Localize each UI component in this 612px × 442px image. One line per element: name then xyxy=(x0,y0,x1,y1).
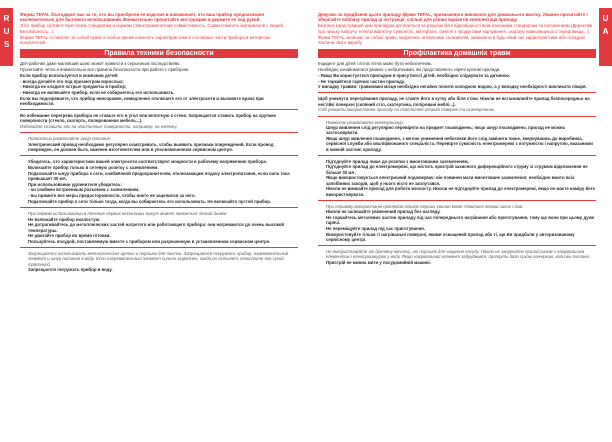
divider xyxy=(20,155,298,156)
text-line: При первом использовании в течение первых нескольких минут может появиться легкий дымок. xyxy=(28,210,228,216)
text-line: Повністю розмотайте електрошнур. xyxy=(326,119,404,125)
text-line: Під'єднуйте прилад лише до розетки з вмонтованим заземленням. xyxy=(326,158,469,164)
intro-paragraph: Фірма TEFAL залишає за собою право, керуючись інтересами споживачів, змінювати в будь-який час характеристики або складові частини свого виробу. xyxy=(318,34,585,46)
text-line: Щоб уникнути перегрівання приладу, не ставте його в кутку або біля стіни. Ніколи не встановлюйте прилад безпосередньо на нестійкі поверхні (скляний стіл, скатертина, поліровані меблі...). xyxy=(318,96,590,107)
intro-lead: Дякуємо за придбання цього приладу фірми TEFAL, призначеного виключно для домашнього вжитку. Уважно прочитайте і зберігайте поблизу прилад ці інструкції, спільні для різних варіантів комплектації приладу. xyxy=(318,12,588,23)
divider xyxy=(318,116,596,117)
text-line: Запрещается погружать прибор в воду. xyxy=(28,267,113,273)
text-line: Ніколи не залишайте увімкнений прилад без нагляду. xyxy=(326,209,441,215)
text-line: Избегайте ставить его на эластичные поверхности, например, на клеенку. xyxy=(20,123,178,129)
text-line: У випадку травми: травмовані місця необхідно негайно полити холодною водою, а у випадку необхідності викликати лікаря. xyxy=(318,84,587,90)
text-line: Если вы подозреваете, что прибор неисправен, немедленно отключите его от электросети и вызовите врача при необходимости. xyxy=(20,95,264,106)
section-heading-prevention: Профілактика домашніх травм xyxy=(318,49,596,58)
text-line: Інцидент для дітей і літніх літніх може бути небезпечним. xyxy=(318,61,433,67)
intro-ru xyxy=(20,12,298,45)
safety-general xyxy=(20,61,298,106)
text-line: Во избежание перегрева прибора не ставьте его в угол или вплотную к стене. Запрещается ставить прибор на хрупкие поверхности (стекло, скатерть, полированная мебель...). xyxy=(20,113,276,124)
text-line: - всегда делайте это под присмотром взрослых; xyxy=(20,78,124,84)
text-line: - Не торкайтеся гарячих частин приладу. xyxy=(318,78,406,84)
text-line: - Якщо Ви користуєтеся приладом в присутності дітей, необхідно слідкувати за дитиною. xyxy=(318,72,511,78)
text-line: Слід уникати використання приладу на пластичній опорній поверхні та скатертинах. xyxy=(318,107,496,113)
text-line: Ніколи не вмикайте прилад для роботи вхолосту. Ніколи не під'єднуйте прилад до електромережі, якщо не маєте наміру його використовувати. xyxy=(326,186,596,197)
text-line: Якщо шнур живлення пошкоджено, з метою уникнення небезпеки його слід замінити лише, звернувшись до виробника, сервісної служби або кваліфікованого спеціаліста. Перевірте сумісність електромережі з потужністю і напругою, вказаними в нижній частині приладу. xyxy=(326,136,593,152)
text-line: Не використовуйте ані дротяну мочалку, ані порошок для чищення посуду. Ніколи не занурюйте прилад разом з нагрівальним елементом і електрошнуром у воду. Якщо нагрівальний елемент забруднився, протріть його сухою ганчіркою, коли він охолоне. xyxy=(326,249,591,260)
text-line: При использовании удлинителя убедитесь: xyxy=(28,181,123,187)
use-section xyxy=(318,204,596,242)
electric-section xyxy=(20,159,298,204)
divider xyxy=(318,92,596,93)
divider xyxy=(318,245,596,246)
intro-ua xyxy=(318,12,596,45)
text-line: Подключайте шнур прибора к сети, снабжённой предохранителем, отключающим подачу электропитания, если сила тока превышает 30 мА. xyxy=(28,170,290,181)
tab-letter: A xyxy=(602,27,609,36)
text-line: Включайте прибор только в сетевую розетку с заземлением. xyxy=(28,164,159,170)
text-line: Не торкайтесь металевих частин приладу під час попереднього нагрівання або приготування, тому що вони при цьому дуже гарячі. xyxy=(326,215,595,226)
divider xyxy=(318,155,596,156)
placement-section xyxy=(20,113,298,129)
intro-lead: Фирма TEFAL благодарит вас за то, что вы приобрели ее изделие и напоминает, что ваш прибор предназначен исключительно для бытового использования. Внимательно прочитайте инструкцию и держите ее под рукой. xyxy=(20,12,265,23)
divider xyxy=(20,109,298,110)
language-tab-ru xyxy=(0,8,13,66)
section-heading-safety: Правила техники безопасности xyxy=(20,49,298,58)
divider xyxy=(20,247,298,248)
tab-letter: S xyxy=(3,40,10,49)
text-line: - вы примите все меры предосторожности, чтобы никто не зацепился за него. xyxy=(28,193,196,198)
text-line: Не переміщуйте прилад під час приготування. xyxy=(326,226,426,232)
cleaning-section xyxy=(318,249,596,265)
text-line: Шнур живлення слід регулярно перевіряти на предмет пошкоджень; якщо шнур пошкоджено, прилад не можна застосовувати. xyxy=(326,125,565,136)
text-line: - Никогда не включайте прибор, если не собираетесь его использовать. xyxy=(20,89,175,95)
divider xyxy=(318,200,596,201)
tab-letter: U xyxy=(3,27,10,36)
text-line: Використовуйте тільки ті нагрівальні поверхні, якими оснащений прилад або ті, що Ви придбали у авторизованому сервісному центрі. xyxy=(326,231,575,242)
text-line: Не дотрагивайтесь до металлических частей нагретого или работающего прибора: они нагреваются до очень высокой температуры. xyxy=(28,222,285,233)
text-line: Для рабочих даже малейший шанс может привести к серьезным последствиям. xyxy=(20,61,181,67)
electric-section xyxy=(318,159,596,197)
text-line: - он снабжен встроенным разъемом с заземлением; xyxy=(28,187,140,193)
language-tab-ua xyxy=(599,8,612,66)
column-ru xyxy=(20,12,298,273)
text-line: - Никогда не кладите острые предметы в прибор; xyxy=(20,84,127,90)
cleaning-section xyxy=(20,251,298,272)
placement-section xyxy=(318,96,596,112)
text-line: Необхідно ознайомитися уважно з небезпеками, які представляють гарячі кухонні прилади. xyxy=(318,67,501,73)
divider xyxy=(20,132,298,133)
text-line: Пользуйтесь посудой, поставляемую вместе с прибором или разрешенную в установленном сервисном центре. xyxy=(28,238,271,244)
text-line: Полностью размотайте шнур питания. xyxy=(28,136,112,142)
cord-section xyxy=(20,136,298,152)
tab-letter: R xyxy=(3,14,10,23)
intro-paragraph: Безпека користування цим приладом досягається за рахунок його відповідності всім належним стандартам та положенням (Директиві про низьку напругу, електромагнітну сумісність, матеріали, сумісні з продуктами харчування, охорону навколишнього середовища...). xyxy=(318,23,593,34)
text-line: Запрещается использовать металлические щетки и порошок для чистки. Запрещается погружать прибор, нагревательный элемент и шнур питания в воду. Если нагревательный элемент сильно загрязнен, когда он остынет, почистите его сухой тряпочкой. xyxy=(28,251,289,267)
text-line: Прочитайте четко и внимательно все правила безопасности при работе с прибором. xyxy=(20,67,190,73)
intro-paragraph: Этот прибор соответствует всем стандартам и нормам (Электромагнитная совместимость, Совместимость материалов с пищей, Безопасность...). xyxy=(20,23,285,34)
intro-paragraph: Фирма TEFAL оставляет за собой право в любое время изменять характеристики и составные части прибора в интересах покупателей. xyxy=(20,34,271,46)
tab-letter: U xyxy=(602,14,609,23)
use-section xyxy=(20,211,298,244)
text-line: Убедитесь, что характеристики вашей электросети соответствуют мощности и рабочему напряжению прибора. xyxy=(28,159,268,165)
prevention-general xyxy=(318,61,596,89)
text-line: Не включайте прибор вхолостую. xyxy=(28,216,101,222)
text-line: Электрический провод необходимо регулярно осматривать, чтобы выявить признаки повреждений. Если провод поврежден, он должен быть заменен изготовителем или в уполномоченном сервисном центре. xyxy=(28,141,274,153)
cord-section xyxy=(318,120,596,152)
text-line: Пристрій не можна мити у посудомийній машині. xyxy=(326,260,431,266)
text-line: Подключайте прибор к сети только тогда, когда вы собираетесь его использовать. Не включайте пустой прибор. xyxy=(28,198,272,204)
text-line: Не двигайте прибор во время готовки. xyxy=(28,233,111,239)
divider xyxy=(20,207,298,208)
text-line: Під'єднуйте прилад до електромережі, що містить пристрій захисного диференційного струму зі струмом відключення не більше 30 мА. xyxy=(326,164,588,175)
column-ua xyxy=(318,12,596,266)
text-line: Если прибор используется в компании детей: xyxy=(20,72,119,78)
text-line: При першому використанні протягом кількох перших хвилин може з'явитися легкий запах і дим. xyxy=(326,203,524,209)
text-line: Якщо використовується електричний подовжувач: він повинен мати вмонтоване заземлення; необхідно вжити всіх запобіжних заходів, щоб у нього ніхто не заплутався. xyxy=(326,175,575,186)
